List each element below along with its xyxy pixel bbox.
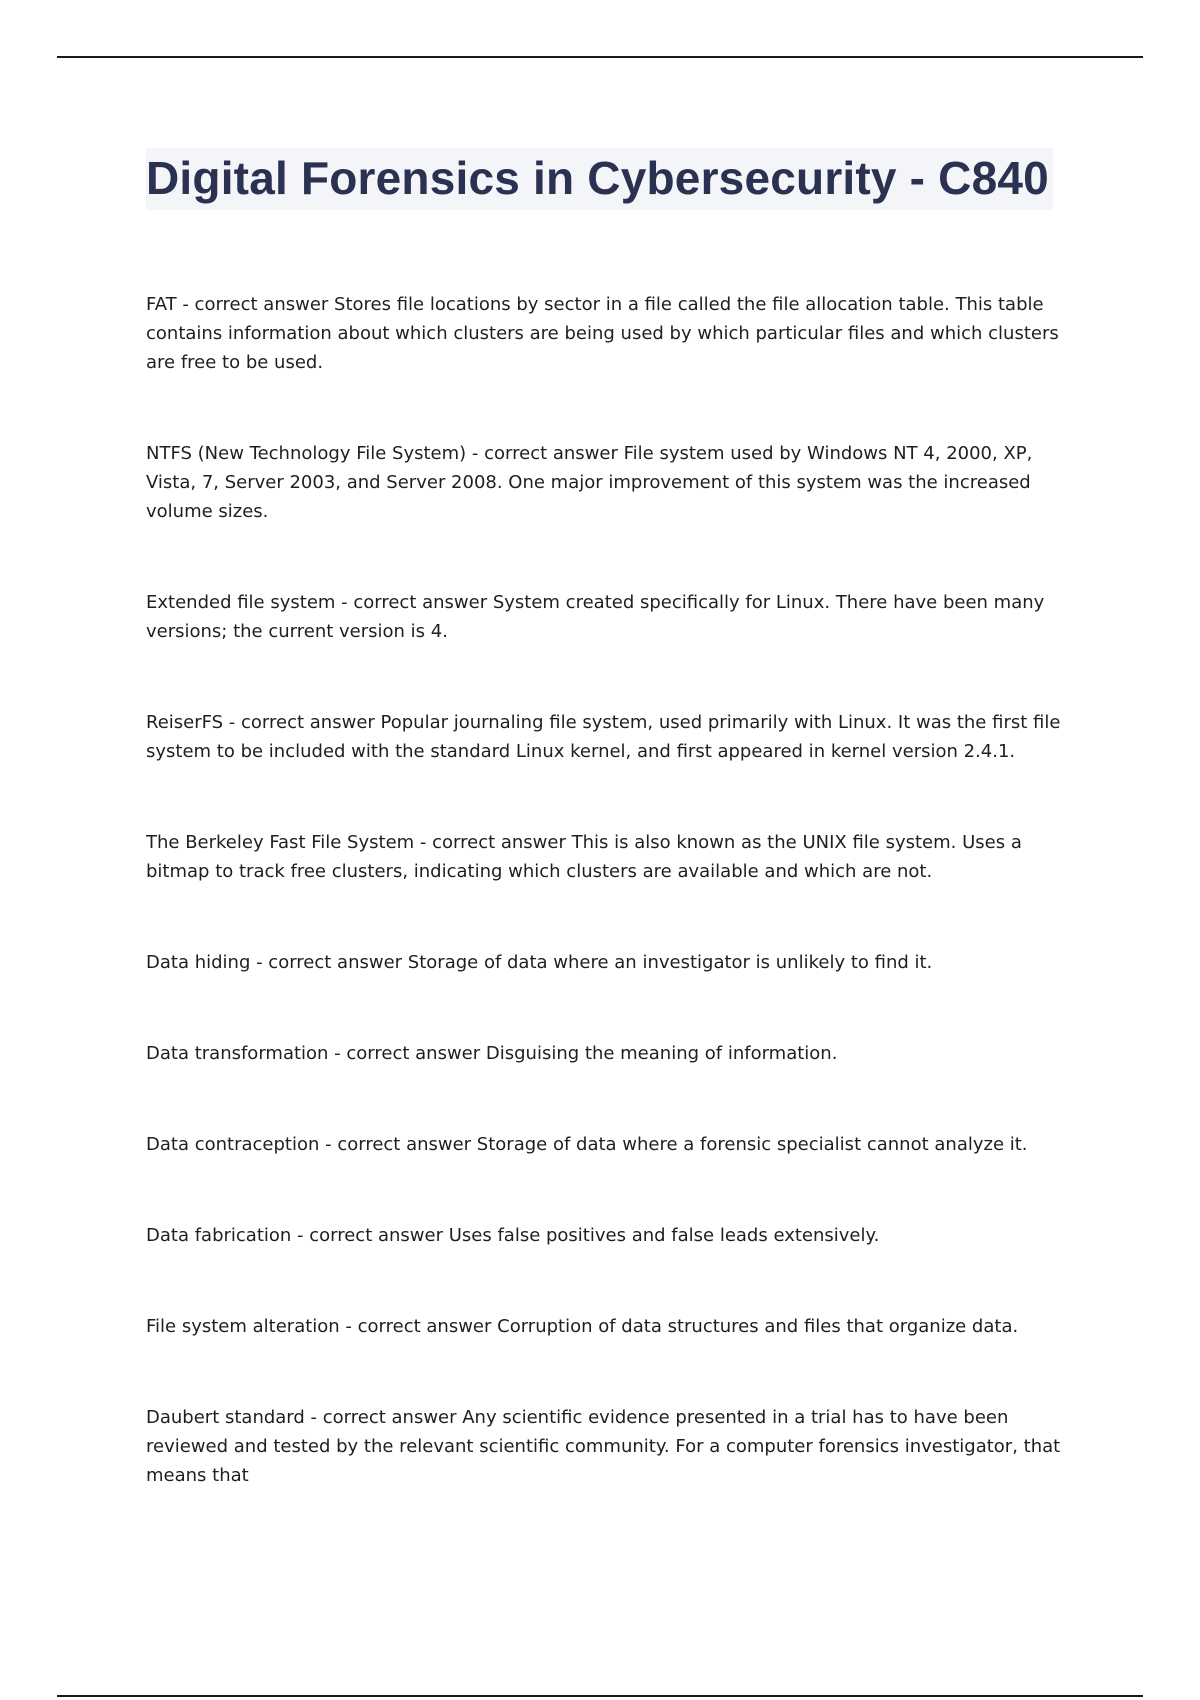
page-title: Digital Forensics in Cybersecurity - C840 [146, 152, 1049, 204]
entry-fat: FAT - correct answer Stores file locations by sector in a file called the file allocation table. This table contains information about which clusters are being used by which particular files and which clusters are free to be used. [146, 294, 1059, 373]
header-rule [57, 56, 1143, 58]
entry-file-system-alteration: File system alteration - correct answer Corruption of data structures and files that organize data. [146, 1316, 1019, 1337]
entry-extended-file-system: Extended file system - correct answer System created specifically for Linux. There have been many versions; the current version is 4. [146, 592, 1045, 642]
flashcard-list [146, 290, 1086, 1490]
entry-data-hiding: Data hiding - correct answer Storage of data where an investigator is unlikely to find it. [146, 952, 933, 973]
footer-rule [57, 1695, 1143, 1697]
entry-reiserfs: ReiserFS - correct answer Popular journaling file system, used primarily with Linux. It was the first file system to be included with the standard Linux kernel, and first appeared in kernel version 2.4.1. [146, 712, 1061, 762]
entry-daubert-standard: Daubert standard - correct answer Any scientific evidence presented in a trial has to have been reviewed and tested by the relevant scientific community. For a computer forensics investigator, that means that [146, 1407, 1061, 1486]
entry-data-contraception: Data contraception - correct answer Storage of data where a forensic specialist cannot analyze it. [146, 1134, 1028, 1155]
title-block [146, 148, 1053, 210]
entry-data-transformation: Data transformation - correct answer Disguising the meaning of information. [146, 1043, 838, 1064]
entry-berkeley-ffs: The Berkeley Fast File System - correct answer This is also known as the UNIX file system. Uses a bitmap to track free clusters, indicating which clusters are available and which are not. [146, 832, 1022, 882]
entry-data-fabrication: Data fabrication - correct answer Uses false positives and false leads extensively. [146, 1225, 880, 1246]
entry-ntfs: NTFS (New Technology File System) - correct answer File system used by Windows NT 4, 2000, XP, Vista, 7, Server 2003, and Server 2008. One major improvement of this system was the increased volume sizes. [146, 443, 1033, 522]
